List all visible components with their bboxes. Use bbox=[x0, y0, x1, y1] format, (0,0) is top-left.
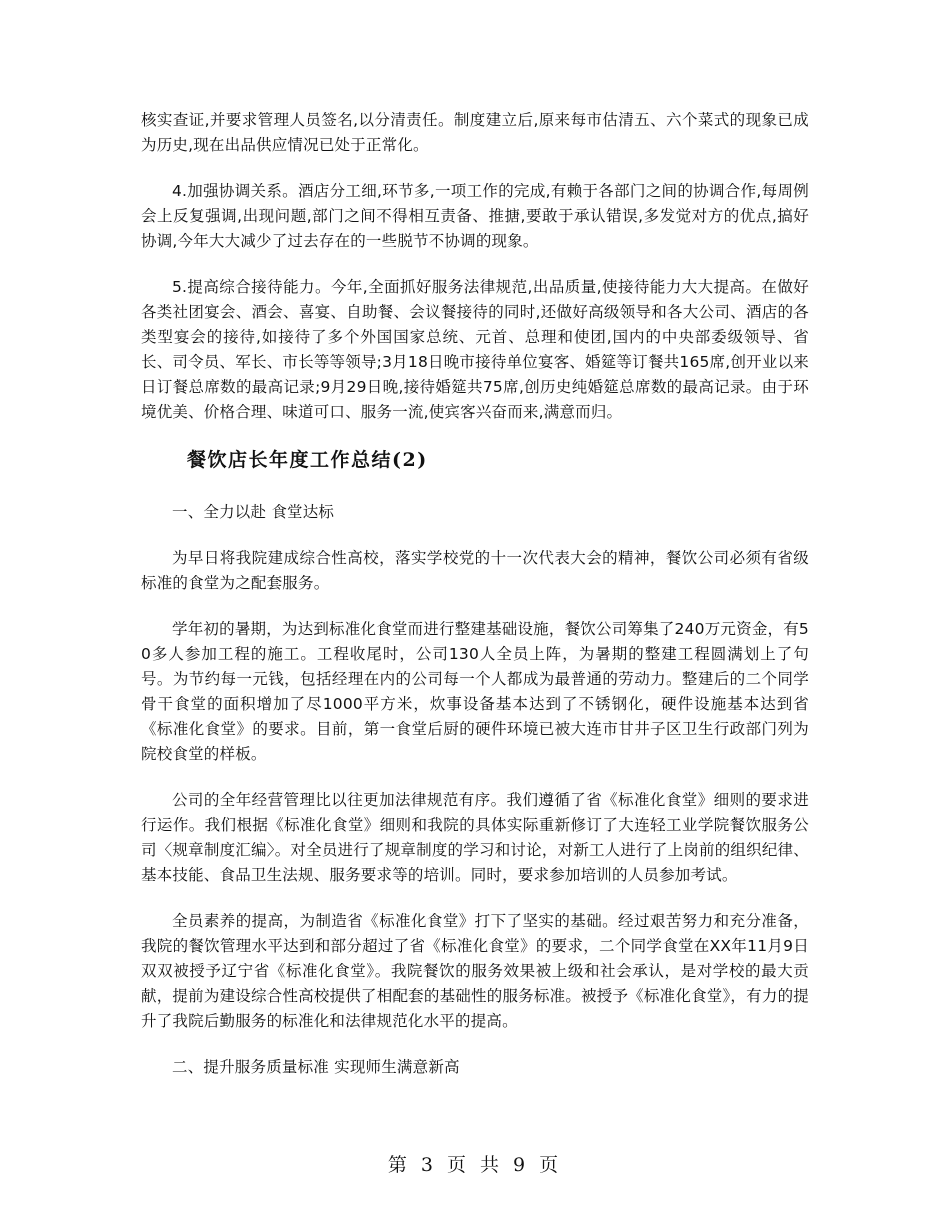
document-body bbox=[141, 108, 809, 1101]
paragraph: 为早日将我院建成综合性高校，落实学校党的十一次代表大会的精神，餐饮公司必须有省级标准的食堂为之配套服务。 bbox=[141, 549, 809, 592]
paragraph: 5.提高综合接待能力。今年,全面抓好服务法律规范,出品质量,使接待能力大大提高。在做好各类社团宴会、酒会、喜宴、自助餐、会议餐接待的同时,还做好高级领导和各大公司、酒店的各类型宴会的接待,如接待了多个外国国家总统、元首、总理和使团,国内的中央部委级领导、省长、司令员、军长、市长等等领导;3月18日晚市接待单位宴客、婚筵等订餐共165席,创开业以来日订餐总席数的最高记录;9月29日晚,接待婚筵共75席,创历史纯婚筵总席数的最高记录。由于环境优美、价格合理、味道可口、服务一流,使宾客兴奋而来,满意而归。 bbox=[141, 278, 809, 421]
paragraph: 核实查证,并要求管理人员签名,以分清责任。制度建立后,原来每市估清五、六个菜式的现象已成为历史,现在出品供应情况已处于正常化。 bbox=[141, 111, 809, 154]
paragraph: 公司的全年经营管理比以往更加法律规范有序。我们遵循了省《标准化食堂》细则的要求进行运作。我们根据《标准化食堂》细则和我院的具体实际重新修订了大连轻工业学院餐饮服务公司〈规章制度汇编〉。对全员进行了规章制度的学习和讨论，对新工人进行了上岗前的组织纪律、基本技能、食品卫生法规、服务要求等的培训。同时，要求参加培训的人员参加考试。 bbox=[141, 791, 809, 884]
subheading: 二、提升服务质量标准 实现师生满意新高 bbox=[172, 1058, 460, 1076]
section-title: 餐饮店长年度工作总结(2) bbox=[187, 449, 428, 471]
paragraph: 学年初的暑期，为达到标准化食堂而进行整建基础设施，餐饮公司筹集了240万元资金，有50多人参加工程的施工。工程收尾时，公司130人全员上阵，为暑期的整建工程圆满划上了句号。为节约每一元钱，包括经理在内的公司每一个人都成为最普通的劳动力。整建后的二个同学骨干食堂的面积增加了尽1000平方米，炊事设备基本达到了不锈钢化，硬件设施基本达到省《标准化食堂》的要求。目前，第一食堂后厨的硬件环境已被大连市甘井子区卫生行政部门列为院校食堂的样板。 bbox=[141, 620, 809, 763]
subheading: 一、全力以赴 食堂达标 bbox=[172, 503, 335, 521]
paragraph: 全员素养的提高，为制造省《标准化食堂》打下了坚实的基础。经过艰苦努力和充分准备，我院的餐饮管理水平达到和部分超过了省《标准化食堂》的要求，二个同学食堂在XX年11月9日双双被授予辽宁省《标准化食堂》。我院餐饮的服务效果被上级和社会承认，是对学校的最大贡献，提前为建设综合性高校提供了相配套的基础性的服务标准。被授予《标准化食堂》，有力的提升了我院后勤服务的标准化和法律规范化水平的提高。 bbox=[141, 912, 809, 1030]
page-footer: 第 3 页 共 9 页 bbox=[387, 1154, 563, 1176]
paragraph: 4.加强协调关系。酒店分工细,环节多,一项工作的完成,有赖于各部门之间的协调合作,每周例会上反复强调,出现问题,部门之间不得相互责备、推搪,要敢于承认错误,多发觉对方的优点,搞好协调,今年大大减少了过去存在的一些脱节不协调的现象。 bbox=[141, 182, 809, 250]
